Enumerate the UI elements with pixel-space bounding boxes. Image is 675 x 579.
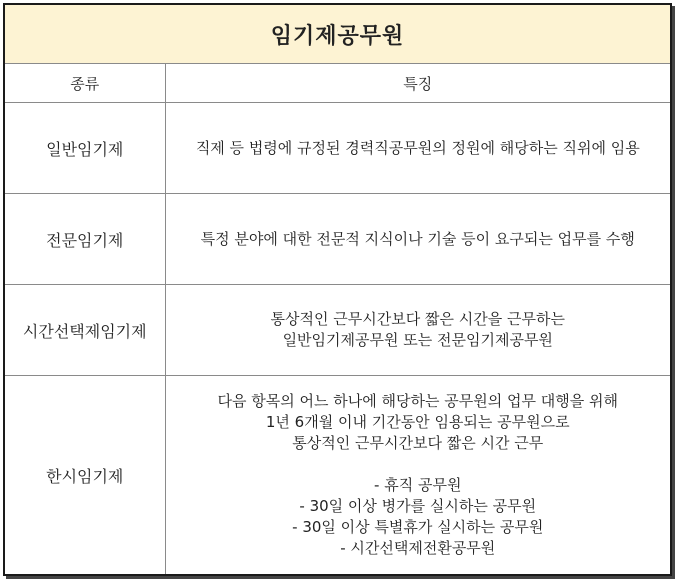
feature-list-item: - 30일 이상 특별휴가 실시하는 공무원 xyxy=(292,518,544,536)
row-type: 일반임기제 xyxy=(5,103,165,194)
row-type: 전문임기제 xyxy=(5,194,165,285)
table-row xyxy=(5,103,670,194)
row-feature xyxy=(165,376,670,575)
feature-line: 통상적인 근무시간보다 짧은 시간을 근무하는 xyxy=(270,310,565,328)
header-type: 종류 xyxy=(5,64,165,103)
row-type: 시간선택제임기제 xyxy=(5,285,165,376)
feature-list-item: - 시간선택제전환공무원 xyxy=(340,539,496,557)
feature-list-item: - 휴직 공무원 xyxy=(374,476,462,494)
row-feature xyxy=(165,194,670,285)
feature-line: 직제 등 법령에 규정된 경력직공무원의 정원에 해당하는 직위에 임용 xyxy=(195,138,640,157)
table-title: 임기제공무원 xyxy=(5,5,670,64)
row-type: 한시임기제 xyxy=(5,376,165,575)
feature-list-item: - 30일 이상 병가를 실시하는 공무원 xyxy=(299,497,537,515)
feature-line: 1년 6개월 이내 기간동안 임용되는 공무원으로 xyxy=(265,413,570,431)
row-feature xyxy=(165,285,670,376)
table-row xyxy=(5,285,670,376)
table-row xyxy=(5,376,670,575)
header-feature: 특징 xyxy=(165,64,670,103)
feature-line: 특정 분야에 대한 전문적 지식이나 기술 등이 요구되는 업무를 수행 xyxy=(200,229,635,248)
table-row xyxy=(5,194,670,285)
feature-line: 일반임기제공무원 또는 전문임기제공무원 xyxy=(282,331,553,349)
table-frame xyxy=(3,3,672,576)
spacer xyxy=(172,454,665,475)
row-feature xyxy=(165,103,670,194)
feature-line: 다음 항목의 어느 하나에 해당하는 공무원의 업무 대행을 위해 xyxy=(217,392,618,410)
civil-servant-table xyxy=(5,5,670,574)
feature-line: 통상적인 근무시간보다 짧은 시간 근무 xyxy=(292,434,544,452)
